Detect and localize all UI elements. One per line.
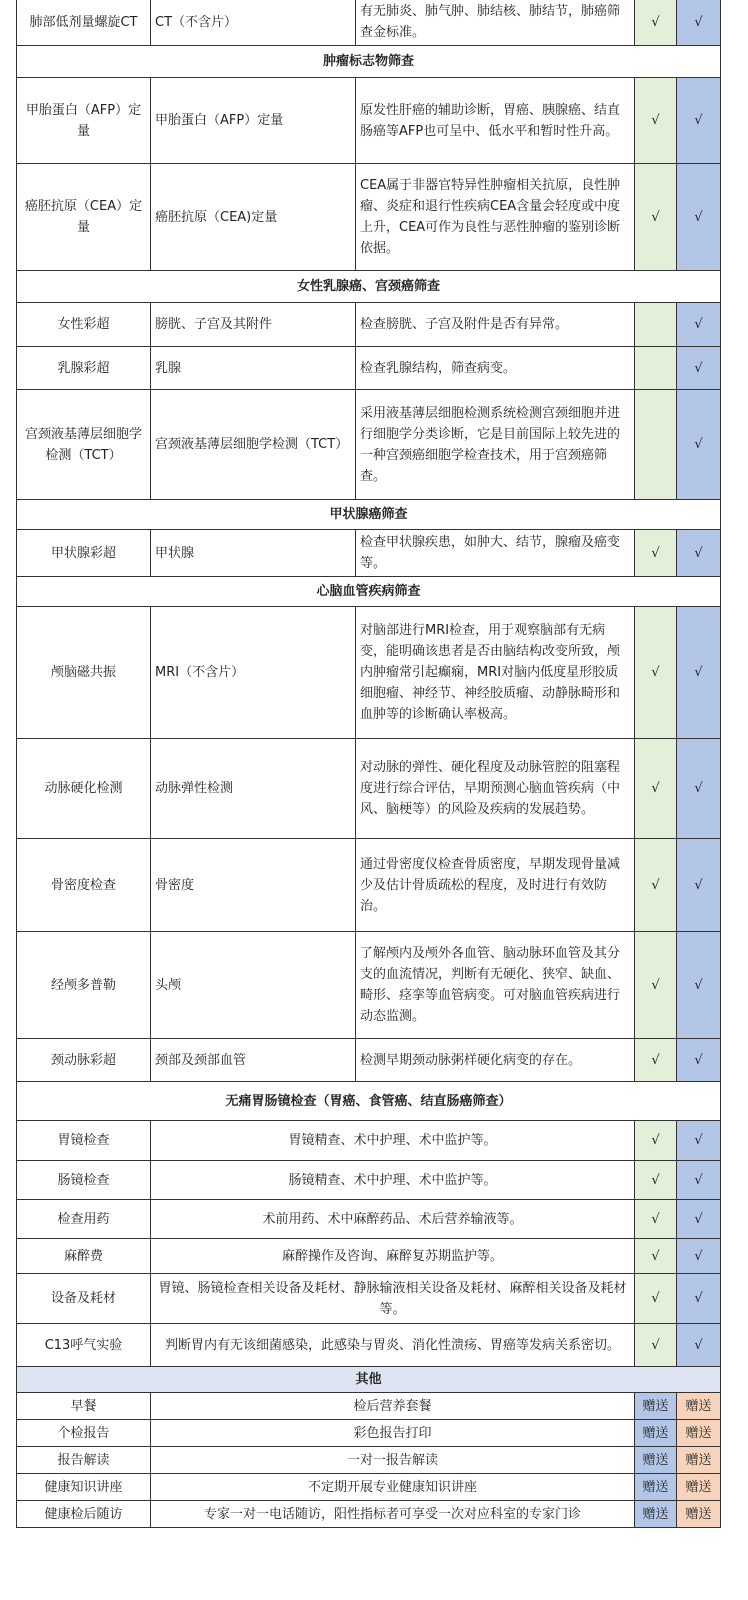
exam-name: 甲状腺彩超 — [17, 530, 151, 577]
table-row — [17, 1501, 721, 1528]
exam-item: 癌胚抗原（CEA)定量 — [151, 164, 356, 271]
package-b-check: √ — [677, 1161, 721, 1200]
package-a-check: √ — [635, 932, 677, 1039]
table-row — [17, 530, 721, 577]
package-a-check: √ — [635, 739, 677, 839]
package-b-check: √ — [677, 0, 721, 46]
package-a-gift: 赠送 — [635, 1447, 677, 1474]
package-b-check: √ — [677, 1121, 721, 1161]
exam-description: 判断胃内有无该细菌感染，此感染与胃炎、消化性溃疡、胃癌等发病关系密切。 — [151, 1324, 635, 1367]
package-a-check: √ — [635, 1324, 677, 1367]
section-title-tumor-markers: 肿瘤标志物筛查 — [17, 46, 721, 78]
package-a-gift: 赠送 — [635, 1474, 677, 1501]
exam-item: CT（不含片） — [151, 0, 356, 46]
exam-description: 胃镜、肠镜检查相关设备及耗材、静脉输液相关设备及耗材、麻醉相关设备及耗材等。 — [151, 1274, 635, 1324]
exam-name: 甲胎蛋白（AFP）定量 — [17, 78, 151, 164]
package-a-gift: 赠送 — [635, 1393, 677, 1420]
package-b-check: √ — [677, 1239, 721, 1274]
package-b-gift: 赠送 — [677, 1420, 721, 1447]
service-description: 专家一对一电话随访，阳性指标者可享受一次对应科室的专家门诊 — [151, 1501, 635, 1528]
exam-description: 术前用药、术中麻醉药品、术后营养输液等。 — [151, 1200, 635, 1239]
section-header — [17, 1082, 721, 1121]
exam-description: 检查乳腺结构，筛查病变。 — [356, 347, 635, 390]
package-a-gift: 赠送 — [635, 1501, 677, 1528]
service-name: 健康检后随访 — [17, 1501, 151, 1528]
package-a-check: √ — [635, 78, 677, 164]
exam-description: 对脑部进行MRI检查，用于观察脑部有无病变，能明确该患者是否由脑结构改变所致，颅内肿瘤常引起癫痫，MRI对脑内低度星形胶质细胞瘤、神经节、神经胶质瘤、动静脉畸形和血肿等的诊断确认率极高。 — [356, 607, 635, 739]
table-row — [17, 1393, 721, 1420]
section-title-womens-cancer: 女性乳腺癌、宫颈癌筛查 — [17, 271, 721, 303]
exam-name: 肺部低剂量螺旋CT — [17, 0, 151, 46]
table-row — [17, 1324, 721, 1367]
exam-name: 乳腺彩超 — [17, 347, 151, 390]
section-header — [17, 271, 721, 303]
package-b-gift: 赠送 — [677, 1501, 721, 1528]
exam-item: 头颅 — [151, 932, 356, 1039]
package-b-check: √ — [677, 932, 721, 1039]
exam-description: 有无肺炎、肺气肿、肺结核、肺结节，肺癌筛查金标准。 — [356, 0, 635, 46]
package-a-gift: 赠送 — [635, 1420, 677, 1447]
table-row — [17, 390, 721, 500]
package-a-check — [635, 303, 677, 347]
package-a-check: √ — [635, 530, 677, 577]
exam-name: 检查用药 — [17, 1200, 151, 1239]
package-b-check: √ — [677, 347, 721, 390]
exam-name: 颅脑磁共振 — [17, 607, 151, 739]
service-name: 早餐 — [17, 1393, 151, 1420]
exam-description: 麻醉操作及咨询、麻醉复苏期监护等。 — [151, 1239, 635, 1274]
exam-name: 骨密度检查 — [17, 839, 151, 932]
table-row — [17, 347, 721, 390]
exam-description: 采用液基薄层细胞检测系统检测宫颈细胞并进行细胞学分类诊断，它是目前国际上较先进的一种宫颈癌细胞学检查技术，用于宫颈癌筛查。 — [356, 390, 635, 500]
exam-description: 检查甲状腺疾患，如肿大、结节，腺瘤及癌变等。 — [356, 530, 635, 577]
exam-name: 麻醉费 — [17, 1239, 151, 1274]
package-a-check: √ — [635, 1121, 677, 1161]
table-row — [17, 1121, 721, 1161]
service-description: 彩色报告打印 — [151, 1420, 635, 1447]
package-a-check — [635, 390, 677, 500]
service-description: 检后营养套餐 — [151, 1393, 635, 1420]
table-row — [17, 1239, 721, 1274]
section-header — [17, 500, 721, 530]
exam-name: 肠镜检查 — [17, 1161, 151, 1200]
exam-description: 原发性肝癌的辅助诊断，胃癌、胰腺癌、结直肠癌等AFP也可呈中、低水平和暂时性升高。 — [356, 78, 635, 164]
table-row — [17, 839, 721, 932]
table-row — [17, 0, 721, 46]
table-row — [17, 932, 721, 1039]
table-row — [17, 1039, 721, 1082]
exam-item: MRI（不含片） — [151, 607, 356, 739]
exam-item: 乳腺 — [151, 347, 356, 390]
service-name: 健康知识讲座 — [17, 1474, 151, 1501]
exam-item: 甲状腺 — [151, 530, 356, 577]
exam-name: 经颅多普勒 — [17, 932, 151, 1039]
exam-description: 对动脉的弹性、硬化程度及动脉管腔的阻塞程度进行综合评估，早期预测心脑血管疾病（中风、脑梗等）的风险及疾病的发展趋势。 — [356, 739, 635, 839]
package-b-check: √ — [677, 1324, 721, 1367]
table-row — [17, 164, 721, 271]
package-b-gift: 赠送 — [677, 1447, 721, 1474]
package-a-check — [635, 347, 677, 390]
package-a-check: √ — [635, 1274, 677, 1324]
exam-name: 动脉硬化检测 — [17, 739, 151, 839]
package-b-check: √ — [677, 303, 721, 347]
exam-item: 颈部及颈部血管 — [151, 1039, 356, 1082]
section-header — [17, 1367, 721, 1393]
exam-name: 颈动脉彩超 — [17, 1039, 151, 1082]
section-header — [17, 46, 721, 78]
package-b-check: √ — [677, 739, 721, 839]
service-name: 报告解读 — [17, 1447, 151, 1474]
exam-item: 膀胱、子宫及其附件 — [151, 303, 356, 347]
package-b-check: √ — [677, 839, 721, 932]
table-row — [17, 1274, 721, 1324]
package-b-gift: 赠送 — [677, 1474, 721, 1501]
table-row — [17, 303, 721, 347]
package-b-check: √ — [677, 1200, 721, 1239]
package-b-check: √ — [677, 164, 721, 271]
package-a-check: √ — [635, 164, 677, 271]
table-row — [17, 607, 721, 739]
exam-description: 检测早期颈动脉粥样硬化病变的存在。 — [356, 1039, 635, 1082]
table-row — [17, 1447, 721, 1474]
package-b-check: √ — [677, 78, 721, 164]
exam-name: 胃镜检查 — [17, 1121, 151, 1161]
package-a-check: √ — [635, 1161, 677, 1200]
package-a-check: √ — [635, 839, 677, 932]
package-a-check: √ — [635, 607, 677, 739]
exam-name: 癌胚抗原（CEA）定量 — [17, 164, 151, 271]
package-b-check: √ — [677, 1039, 721, 1082]
service-description: 不定期开展专业健康知识讲座 — [151, 1474, 635, 1501]
checkup-package-table — [16, 0, 721, 1528]
section-title-cardio: 心脑血管疾病筛查 — [17, 577, 721, 607]
package-b-check: √ — [677, 390, 721, 500]
exam-description: 了解颅内及颅外各血管、脑动脉环血管及其分支的血流情况，判断有无硬化、狭窄、缺血、畸形、痉挛等血管病变。可对脑血管疾病进行动态监测。 — [356, 932, 635, 1039]
exam-name: C13呼气实验 — [17, 1324, 151, 1367]
service-name: 个检报告 — [17, 1420, 151, 1447]
exam-item: 动脉弹性检测 — [151, 739, 356, 839]
package-a-check: √ — [635, 0, 677, 46]
package-a-check: √ — [635, 1200, 677, 1239]
section-header — [17, 577, 721, 607]
exam-item: 宫颈液基薄层细胞学检测（TCT） — [151, 390, 356, 500]
exam-item: 骨密度 — [151, 839, 356, 932]
package-b-check: √ — [677, 607, 721, 739]
package-b-gift: 赠送 — [677, 1393, 721, 1420]
section-title-thyroid: 甲状腺癌筛查 — [17, 500, 721, 530]
exam-name: 女性彩超 — [17, 303, 151, 347]
table-row — [17, 1161, 721, 1200]
exam-description: CEA属于非器官特异性肿瘤相关抗原，良性肿瘤、炎症和退行性疾病CEA含量会轻度或中度上升，CEA可作为良性与恶性肿瘤的鉴别诊断依据。 — [356, 164, 635, 271]
service-description: 一对一报告解读 — [151, 1447, 635, 1474]
exam-description: 检查膀胱、子宫及附件是否有异常。 — [356, 303, 635, 347]
table-row — [17, 1474, 721, 1501]
exam-name: 设备及耗材 — [17, 1274, 151, 1324]
exam-name: 宫颈液基薄层细胞学检测（TCT） — [17, 390, 151, 500]
exam-description: 胃镜精查、术中护理、术中监护等。 — [151, 1121, 635, 1161]
exam-description: 通过骨密度仪检查骨质密度，早期发现骨量减少及估计骨质疏松的程度，及时进行有效防治。 — [356, 839, 635, 932]
section-title-endoscopy: 无痛胃肠镜检查（胃癌、食管癌、结直肠癌筛查） — [17, 1082, 721, 1121]
table-row — [17, 1420, 721, 1447]
exam-description: 肠镜精查、术中护理、术中监护等。 — [151, 1161, 635, 1200]
table-row — [17, 739, 721, 839]
package-b-check: √ — [677, 1274, 721, 1324]
package-b-check: √ — [677, 530, 721, 577]
package-a-check: √ — [635, 1239, 677, 1274]
package-a-check: √ — [635, 1039, 677, 1082]
section-title-other: 其他 — [17, 1367, 721, 1393]
table-row — [17, 78, 721, 164]
exam-item: 甲胎蛋白（AFP）定量 — [151, 78, 356, 164]
table-row — [17, 1200, 721, 1239]
